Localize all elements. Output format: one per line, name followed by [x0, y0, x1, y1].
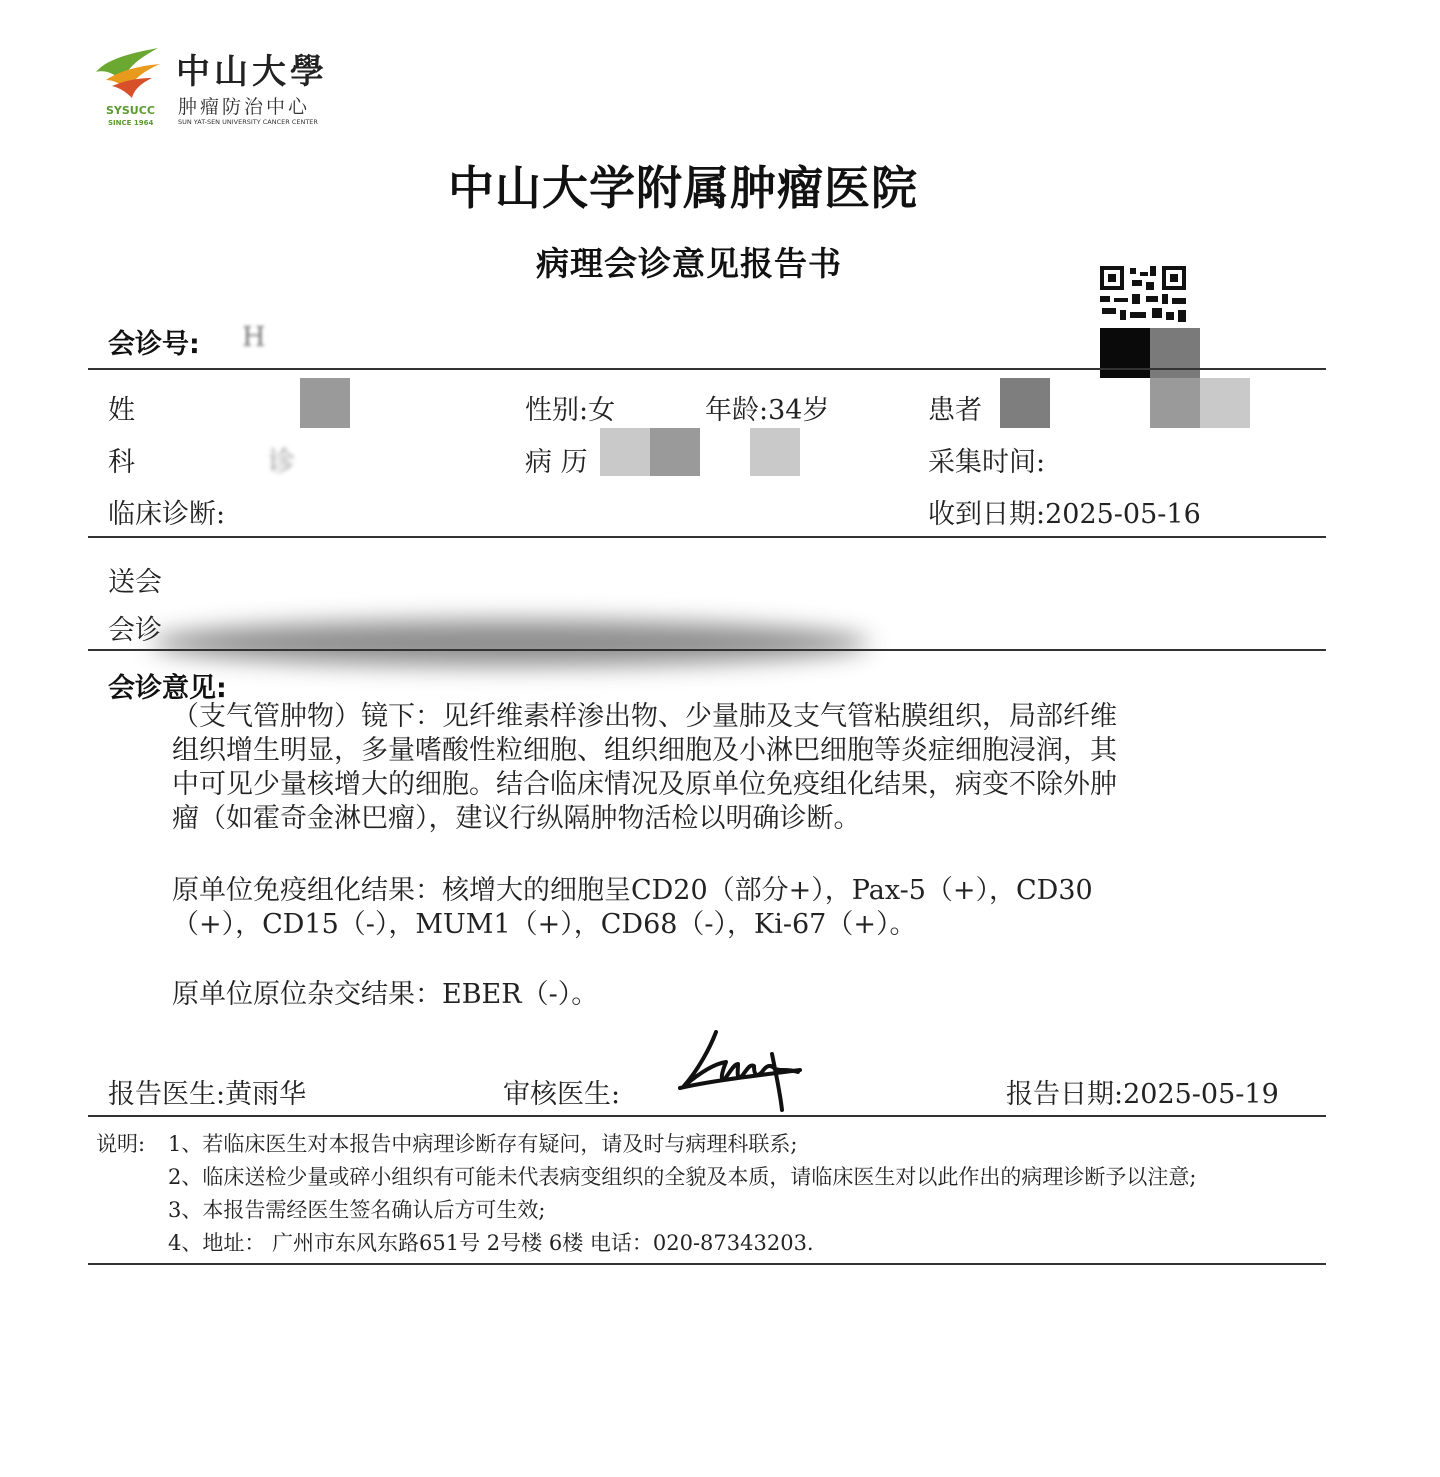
handwritten-signature-icon	[676, 1024, 806, 1114]
patient-gender: 性别:女	[525, 395, 616, 426]
patient-id-redaction	[1150, 378, 1200, 428]
consult-number-value: H	[242, 322, 266, 353]
logo-university-name: 中山大學	[176, 52, 328, 92]
department-value: 诊	[268, 447, 295, 478]
opinion-label: 会诊意见:	[108, 673, 227, 704]
consult-label: 会诊	[108, 615, 162, 646]
opinion-line: 组织增生明显，多量嗜酸性粒细胞、组织细胞及小淋巴细胞等炎症细胞浸润，其	[172, 735, 1117, 766]
medical-record-label: 病 历	[525, 447, 588, 478]
leaf-logo-icon	[92, 42, 164, 102]
ihc-line: 原单位免疫组化结果：核增大的细胞呈CD20（部分+），Pax-5（+），CD30	[172, 875, 1093, 906]
medical-record-redaction	[600, 428, 650, 476]
ish-line: 原单位原位杂交结果：EBER（-）。	[172, 979, 599, 1010]
opinion-line: 瘤（如霍奇金淋巴瘤），建议行纵隔肿物活检以明确诊断。	[172, 803, 861, 834]
medical-record-redaction	[750, 428, 800, 476]
qr-redaction	[1100, 328, 1150, 378]
divider	[88, 1115, 1326, 1117]
logo-brand: SYSUCC	[106, 104, 155, 117]
divider	[88, 536, 1326, 538]
report-date: 报告日期:2025-05-19	[1006, 1079, 1279, 1110]
logo-since: SINCE 1964	[108, 119, 154, 127]
hospital-logo	[92, 42, 332, 132]
report-doctor: 报告医生:黄雨华	[108, 1079, 307, 1110]
ihc-results	[172, 874, 1242, 942]
patient-name-redaction	[300, 378, 350, 428]
collect-time-label: 采集时间:	[928, 447, 1046, 478]
redaction-smudge	[150, 620, 870, 666]
hospital-title: 中山大学附属肿瘤医院	[448, 161, 918, 215]
qr-redaction	[1150, 328, 1200, 378]
consult-number-label: 会诊号:	[108, 329, 200, 360]
opinion-paragraph	[172, 700, 1242, 836]
divider	[88, 649, 1326, 651]
note-item: 4、地址： 广州市东风东路651号 2号楼 6楼 电话：020-87343203.	[168, 1231, 814, 1255]
note-item: 3、本报告需经医生签名确认后方可生效;	[168, 1198, 546, 1222]
ihc-line: （+），CD15（-），MUM1（+），CD68（-），Ki-67（+）。	[172, 909, 917, 940]
sent-label: 送会	[108, 567, 162, 598]
note-item: 2、临床送检少量或碎小组织有可能未代表病变组织的全貌及本质，请临床医生对以此作出的病理诊断予以注意;	[168, 1165, 1197, 1189]
qr-code-icon	[1100, 266, 1188, 330]
divider	[88, 1263, 1326, 1265]
medical-record-redaction	[650, 428, 700, 476]
divider	[88, 368, 1326, 370]
patient-name-label: 姓	[108, 395, 135, 426]
report-title: 病理会诊意见报告书	[536, 244, 842, 283]
patient-id-label: 患者	[928, 395, 982, 426]
patient-age: 年龄:34岁	[705, 395, 830, 426]
logo-center-name: 肿瘤防治中心	[178, 96, 311, 118]
patient-id-redaction	[1200, 378, 1250, 428]
department-label: 科	[108, 447, 135, 478]
clinical-diagnosis-label: 临床诊断:	[108, 499, 226, 530]
note-item: 1、若临床医生对本报告中病理诊断存有疑问，请及时与病理科联系;	[168, 1132, 798, 1156]
opinion-line: 中可见少量核增大的细胞。结合临床情况及原单位免疫组化结果，病变不除外肿	[172, 769, 1117, 800]
logo-center-english: SUN YAT-SEN UNIVERSITY CANCER CENTER	[178, 118, 318, 126]
received-date: 收到日期:2025-05-16	[928, 499, 1201, 530]
review-doctor-label: 审核医生:	[503, 1079, 621, 1110]
notes-label: 说明:	[96, 1132, 146, 1156]
ish-result	[172, 978, 1242, 1012]
opinion-line: （支气管肿物）镜下：见纤维素样渗出物、少量肺及支气管粘膜组织，局部纤维	[172, 701, 1117, 732]
patient-id-redaction	[1000, 378, 1050, 428]
